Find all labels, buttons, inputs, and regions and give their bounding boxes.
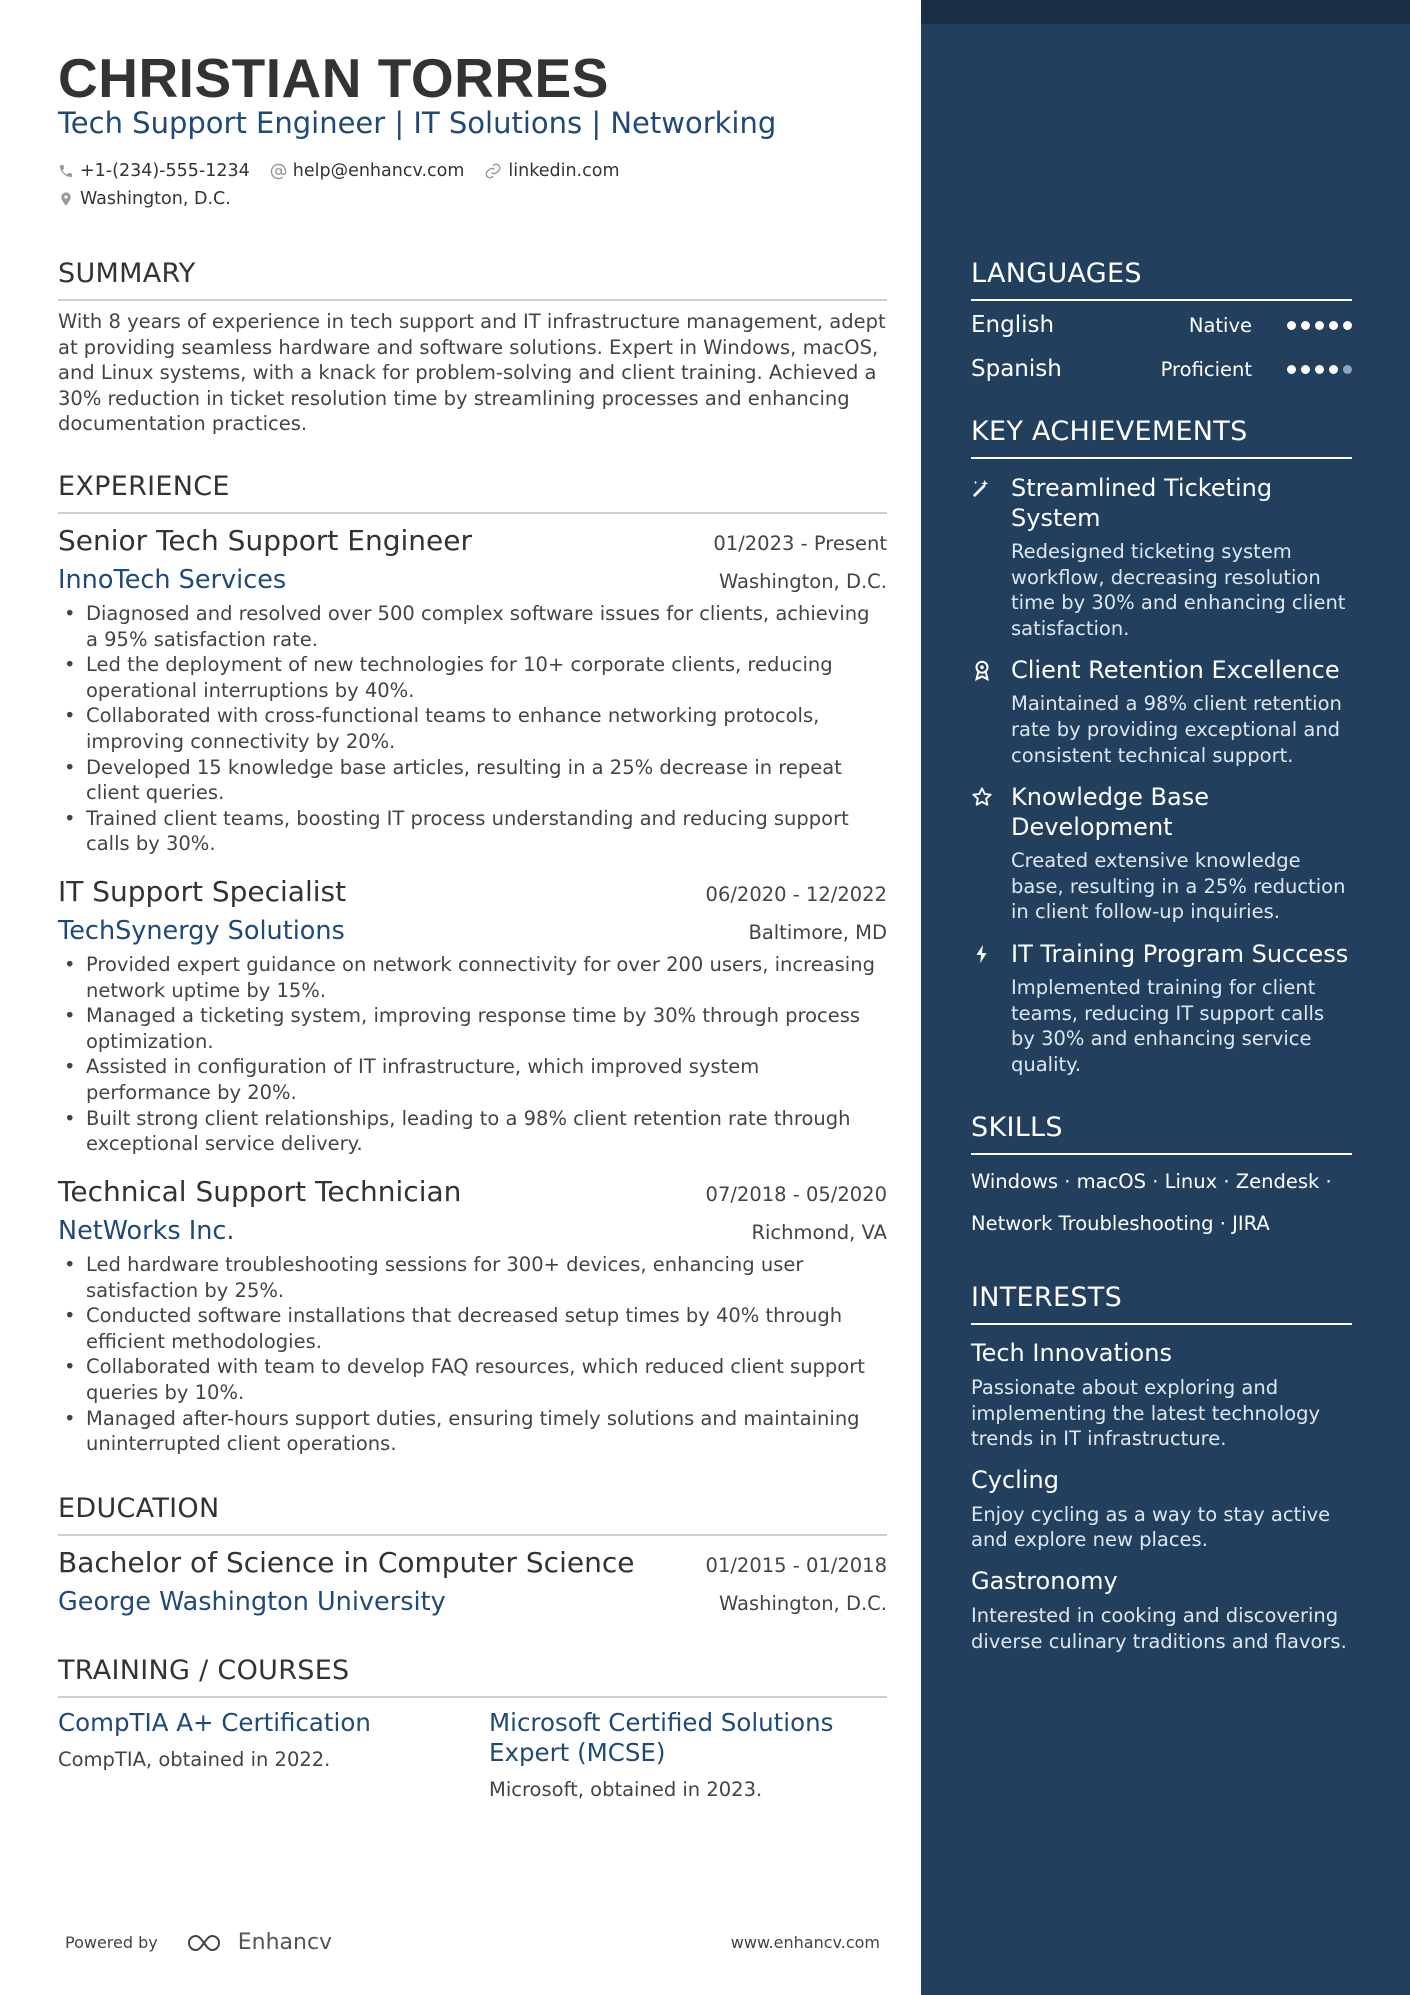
course-desc: Microsoft, obtained in 2023.	[489, 1778, 763, 1801]
candidate-title: Tech Support Engineer | IT Solutions | Networking	[58, 106, 777, 140]
phone-icon	[58, 163, 74, 179]
dot-filled	[1301, 321, 1310, 330]
education-heading: EDUCATION	[58, 1493, 887, 1536]
interests-section	[971, 1282, 1352, 1654]
job-location: Richmond, VA	[751, 1221, 887, 1244]
skills-list	[971, 1161, 1352, 1245]
school-name: George Washington University	[58, 1587, 446, 1617]
dot-filled	[1315, 365, 1324, 374]
enhancv-logo[interactable]	[186, 1930, 332, 1955]
list-item: • Managed a ticketing system, improving response time by 30% through process optimization.	[58, 1003, 887, 1054]
interest-item	[971, 1339, 1352, 1452]
dot-filled	[1343, 321, 1352, 330]
list-item: • Conducted software installations that decreased setup times by 40% through efficient methodologies.	[58, 1303, 887, 1354]
dot-filled	[1329, 365, 1338, 374]
training-section	[58, 1655, 887, 1801]
school-location: Washington, D.C.	[718, 1592, 887, 1615]
job-dates: 07/2018 - 05/2020	[705, 1183, 887, 1206]
job-entry	[58, 524, 887, 857]
wand-icon	[971, 477, 993, 499]
location-text: Washington, D.C.	[80, 189, 231, 209]
star-icon	[971, 786, 993, 808]
interest-title: Tech Innovations	[971, 1339, 1172, 1367]
contact-location	[58, 189, 231, 209]
skills-line: Windows · macOS · Linux · Zendesk ·	[971, 1170, 1332, 1193]
dot-empty	[1343, 365, 1352, 374]
achievement-desc: Maintained a 98% client retention rate by providing exceptional and consistent technical support.	[1011, 692, 1342, 767]
achievements-heading: KEY ACHIEVEMENTS	[971, 416, 1352, 459]
achievement-item	[971, 782, 1352, 925]
summary-text: With 8 years of experience in tech support and IT infrastructure management, adept at providing seamless hardware and software solutions. Expert in Windows, macOS, and Linux systems, with a knack for problem-solving and client training. Achieved a 30% reduction in ticket resolution time by streamlining processes and enhancing documentation practices.	[58, 310, 886, 436]
achievement-title: Client Retention Excellence	[1011, 656, 1340, 685]
contact-linkedin[interactable]	[484, 161, 619, 181]
brand-text: Enhancv	[237, 1930, 333, 1955]
candidate-name: CHRISTIAN TORRES	[58, 47, 609, 109]
award-icon	[971, 659, 993, 681]
achievement-desc: Implemented training for client teams, reducing IT support calls by 30% and enhancing service quality.	[1011, 975, 1325, 1076]
location-pin-icon	[58, 190, 74, 208]
dot-filled	[1301, 365, 1310, 374]
achievement-desc: Created extensive knowledge base, resulting in a 25% reduction in client follow-up inquiries.	[1011, 849, 1346, 924]
achievement-title: Knowledge Base Development	[1011, 783, 1209, 842]
job-entry	[58, 875, 887, 1157]
bolt-icon	[971, 943, 993, 965]
footer	[65, 1930, 880, 1955]
list-item: • Collaborated with cross-functional teams to enhance networking protocols, improving connectivity by 20%.	[58, 703, 887, 754]
course-desc: CompTIA, obtained in 2022.	[58, 1748, 331, 1771]
achievement-item	[971, 473, 1352, 641]
list-item: • Led the deployment of new technologies for 10+ corporate clients, reducing operational interruptions by 40%.	[58, 652, 887, 703]
education-section	[58, 1493, 887, 1617]
dot-filled	[1329, 321, 1338, 330]
footer-url[interactable]: www.enhancv.com	[730, 1933, 880, 1952]
phone-text: +1-(234)-555-1234	[80, 161, 250, 181]
job-title: Senior Tech Support Engineer	[58, 524, 472, 557]
sidebar-top-band	[921, 0, 1410, 24]
enhancv-logo-icon	[186, 1932, 232, 1954]
language-name: Spanish	[971, 356, 1062, 382]
interest-desc: Enjoy cycling as a way to stay active and explore new places.	[971, 1502, 1331, 1552]
language-level: Proficient	[1160, 357, 1252, 381]
list-item: • Developed 15 knowledge base articles, resulting in a 25% decrease in repeat client queries.	[58, 755, 887, 806]
interests-heading: INTERESTS	[971, 1282, 1352, 1325]
link-icon	[484, 162, 502, 180]
degree-title: Bachelor of Science in Computer Science	[58, 1546, 635, 1579]
contact-phone	[58, 161, 250, 181]
education-dates: 01/2015 - 01/2018	[705, 1554, 887, 1577]
list-item: • Provided expert guidance on network connectivity for over 200 users, increasing network uptime by 15%.	[58, 952, 887, 1003]
sidebar	[921, 0, 1410, 1995]
interest-item	[971, 1466, 1352, 1553]
list-item: • Collaborated with team to develop FAQ resources, which reduced client support queries by 10%.	[58, 1354, 887, 1405]
powered-by-label: Powered by	[65, 1933, 158, 1952]
list-item: • Led hardware troubleshooting sessions for 300+ devices, enhancing user satisfaction by 25%.	[58, 1252, 887, 1303]
course-title: CompTIA A+ Certification	[58, 1708, 371, 1737]
contact-info	[58, 158, 640, 214]
contact-email[interactable]	[270, 161, 465, 181]
job-bullets	[58, 1252, 887, 1457]
dot-filled	[1287, 321, 1296, 330]
interest-desc: Passionate about exploring and implementing the latest technology trends in IT infrastructure.	[971, 1376, 1321, 1451]
language-row	[971, 347, 1352, 391]
achievement-title: Streamlined Ticketing System	[1011, 474, 1273, 532]
achievement-item	[971, 939, 1352, 1077]
dot-filled	[1315, 321, 1324, 330]
experience-section	[58, 471, 887, 514]
achievement-title: IT Training Program Success	[1011, 939, 1349, 968]
job-title: Technical Support Technician	[58, 1175, 462, 1208]
achievement-item	[971, 655, 1352, 768]
job-company: TechSynergy Solutions	[58, 916, 345, 946]
at-icon	[270, 163, 287, 180]
language-dots	[1282, 365, 1352, 374]
interest-title: Cycling	[971, 1465, 1059, 1494]
interest-title: Gastronomy	[971, 1566, 1118, 1595]
interest-desc: Interested in cooking and discovering diverse culinary traditions and flavors.	[971, 1603, 1347, 1653]
language-dots	[1282, 321, 1352, 330]
job-company: InnoTech Services	[58, 565, 287, 595]
achievement-desc: Redesigned ticketing system workflow, decreasing resolution time by 30% and enhancing client satisfaction.	[1011, 540, 1346, 640]
course-item	[58, 1708, 489, 1801]
experience-heading: EXPERIENCE	[58, 471, 887, 514]
course-title: Microsoft Certified Solutions Expert (MCSE)	[489, 1708, 834, 1767]
list-item: • Diagnosed and resolved over 500 complex software issues for clients, achieving a 95% satisfaction rate.	[58, 601, 887, 652]
skills-heading: SKILLS	[971, 1112, 1352, 1155]
job-company: NetWorks Inc.	[58, 1216, 235, 1246]
job-bullets	[58, 601, 887, 857]
summary-heading: SUMMARY	[58, 258, 887, 301]
linkedin-text: linkedin.com	[508, 161, 620, 181]
list-item: • Trained client teams, boosting IT process understanding and reducing support calls by 30%.	[58, 806, 887, 857]
list-item: • Built strong client relationships, leading to a 98% client retention rate through exceptional service delivery.	[58, 1106, 887, 1157]
job-dates: 06/2020 - 12/2022	[705, 883, 887, 906]
job-location: Baltimore, MD	[748, 921, 887, 944]
list-item: • Assisted in configuration of IT infrastructure, which improved system performance by 20%.	[58, 1054, 887, 1105]
job-title: IT Support Specialist	[58, 875, 347, 908]
languages-heading: LANGUAGES	[971, 258, 1352, 301]
skills-section	[971, 1112, 1352, 1245]
email-text: help@enhancv.com	[292, 161, 465, 181]
course-item	[489, 1708, 887, 1801]
skills-line: Network Troubleshooting · JIRA	[971, 1212, 1270, 1235]
job-entry	[58, 1175, 887, 1457]
interest-item	[971, 1567, 1352, 1654]
job-location: Washington, D.C.	[718, 570, 887, 593]
training-heading: TRAINING / COURSES	[58, 1655, 887, 1698]
language-row	[971, 303, 1352, 347]
language-level: Native	[1188, 313, 1252, 337]
summary-section	[58, 258, 887, 437]
dot-filled	[1287, 365, 1296, 374]
job-bullets	[58, 952, 887, 1157]
job-dates: 01/2023 - Present	[713, 532, 887, 555]
achievements-section	[971, 416, 1352, 1077]
languages-section	[971, 258, 1352, 391]
language-name: English	[971, 312, 1055, 338]
list-item: • Managed after-hours support duties, ensuring timely solutions and maintaining uninterrupted client operations.	[58, 1406, 887, 1457]
